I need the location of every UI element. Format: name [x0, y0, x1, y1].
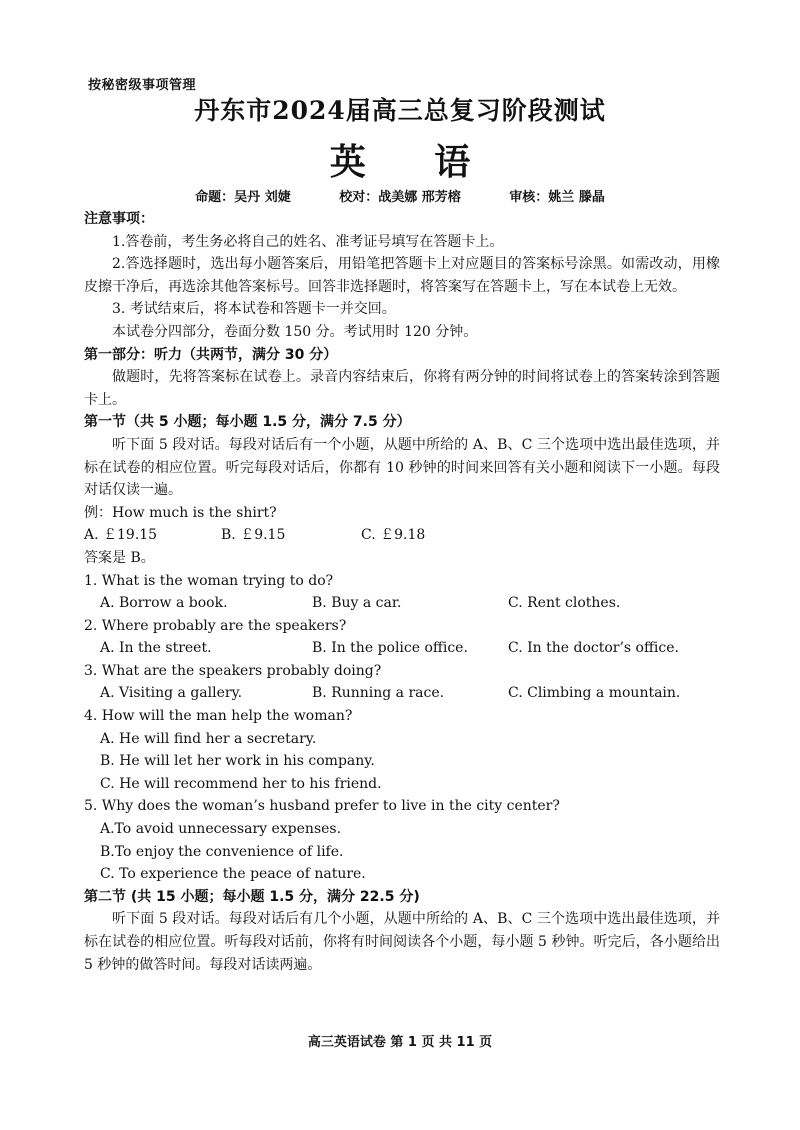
option-c: C. To experience the peace of nature.	[100, 866, 366, 883]
credit-reviewer: 审核：姚兰 滕晶	[509, 190, 605, 205]
notice-item: 本试卷分四部分，卷面分数 150 分。考试用时 120 分钟。	[112, 323, 478, 340]
part1-intro: 做题时，先将答案标在试卷上。录音内容结束后，你将有两分钟的时间将试卷上的答案转涂到答题卡上。	[84, 369, 720, 408]
secrecy-label: 按秘密级事项管理	[88, 78, 197, 93]
option-b: B.To enjoy the convenience of life.	[100, 843, 344, 860]
option-c: C. He will recommend her to his friend.	[100, 775, 382, 792]
notice-heading: 注意事项：	[84, 211, 154, 227]
credits-line	[0, 186, 800, 205]
notice-item: 2.答选择题时，选出每小题答案后，用铅笔把答题卡上对应题目的答案标号涂黑。如需改动，用橡皮擦干净后，再选涂其他答案标号。回答非选择题时，将答案写在答题卡上，写在本试卷上无效。	[84, 256, 720, 295]
page-footer: 高三英语试卷 第 1 页 共 11 页	[307, 1035, 493, 1050]
option-b: B. He will let her work in his company.	[100, 753, 375, 770]
exam-title: 丹东市2024届高三总复习阶段测试	[194, 96, 606, 125]
example-answer: 答案是 B。	[84, 549, 155, 566]
question-5: 5. Why does the woman’s husband prefer to live in the city center?	[84, 798, 560, 815]
option-a: A. He will find her a secretary.	[100, 730, 317, 747]
section2-heading: 第二节 (共 15 小题；每小题 1.5 分，满分 22.5 分)	[84, 888, 420, 905]
option-a: A. In the street.	[100, 640, 212, 657]
question-3: 3. What are the speakers probably doing?	[84, 662, 382, 679]
question-1: 1. What is the woman trying to do?	[84, 572, 334, 589]
example-option-c: C. ￡9.18	[361, 527, 426, 544]
option-c: C. In the doctor’s office.	[508, 640, 679, 657]
option-a: A. Borrow a book.	[100, 595, 228, 612]
option-c: C. Rent clothes.	[508, 595, 621, 612]
question-2: 2. Where probably are the speakers?	[84, 617, 347, 634]
example-options	[84, 524, 720, 547]
question-1-options	[84, 592, 720, 615]
subject-title: 英 语	[329, 141, 499, 183]
option-b: B. In the police office.	[312, 640, 468, 657]
option-a: A. Visiting a gallery.	[100, 685, 243, 702]
option-b: B. Buy a car.	[312, 595, 402, 612]
example-question: 例：How much is the shirt?	[84, 504, 277, 521]
option-a: A.To avoid unnecessary expenses.	[100, 821, 342, 838]
credit-author: 命题：吴丹 刘婕	[195, 190, 291, 205]
example-option-a: A. ￡19.15	[84, 527, 158, 544]
section1-intro: 听下面 5 段对话。每段对话后有一个小题，从题中所给的 A、B、C 三个选项中选出最佳选项，并标在试卷的相应位置。听完每段对话后，你都有 10 秒钟的时间来回答有关小题和阅读下一小题。每段对话仅读一遍。	[84, 436, 720, 499]
exam-content	[84, 208, 720, 976]
part1-heading: 第一部分：听力（共两节，满分 30 分）	[84, 346, 338, 363]
question-3-options	[84, 682, 720, 705]
option-c: C. Climbing a mountain.	[508, 685, 681, 702]
example-option-b: B. ￡9.15	[221, 527, 286, 544]
question-4: 4. How will the man help the woman?	[84, 708, 353, 725]
question-2-options	[84, 637, 720, 660]
credit-proofreader: 校对：战美娜 邢芳榕	[339, 190, 461, 205]
section2-intro: 听下面 5 段对话。每段对话后有几个小题，从题中所给的 A、B、C 三个选项中选出最佳选项，并标在试卷的相应位置。听每段对话前，你将有时间阅读各个小题，每小题 5 秒钟。听完后，各小题给出 5 秒钟的做答时间。每段对话读两遍。	[84, 911, 720, 973]
notice-item: 3. 考试结束后，将本试卷和答题卡一并交回。	[112, 301, 396, 318]
notice-item: 1.答卷前，考生务必将自己的姓名、准考证号填写在答题卡上。	[112, 233, 504, 250]
section1-heading: 第一节（共 5 小题；每小题 1.5 分，满分 7.5 分）	[84, 414, 411, 431]
option-b: B. Running a race.	[312, 685, 445, 702]
